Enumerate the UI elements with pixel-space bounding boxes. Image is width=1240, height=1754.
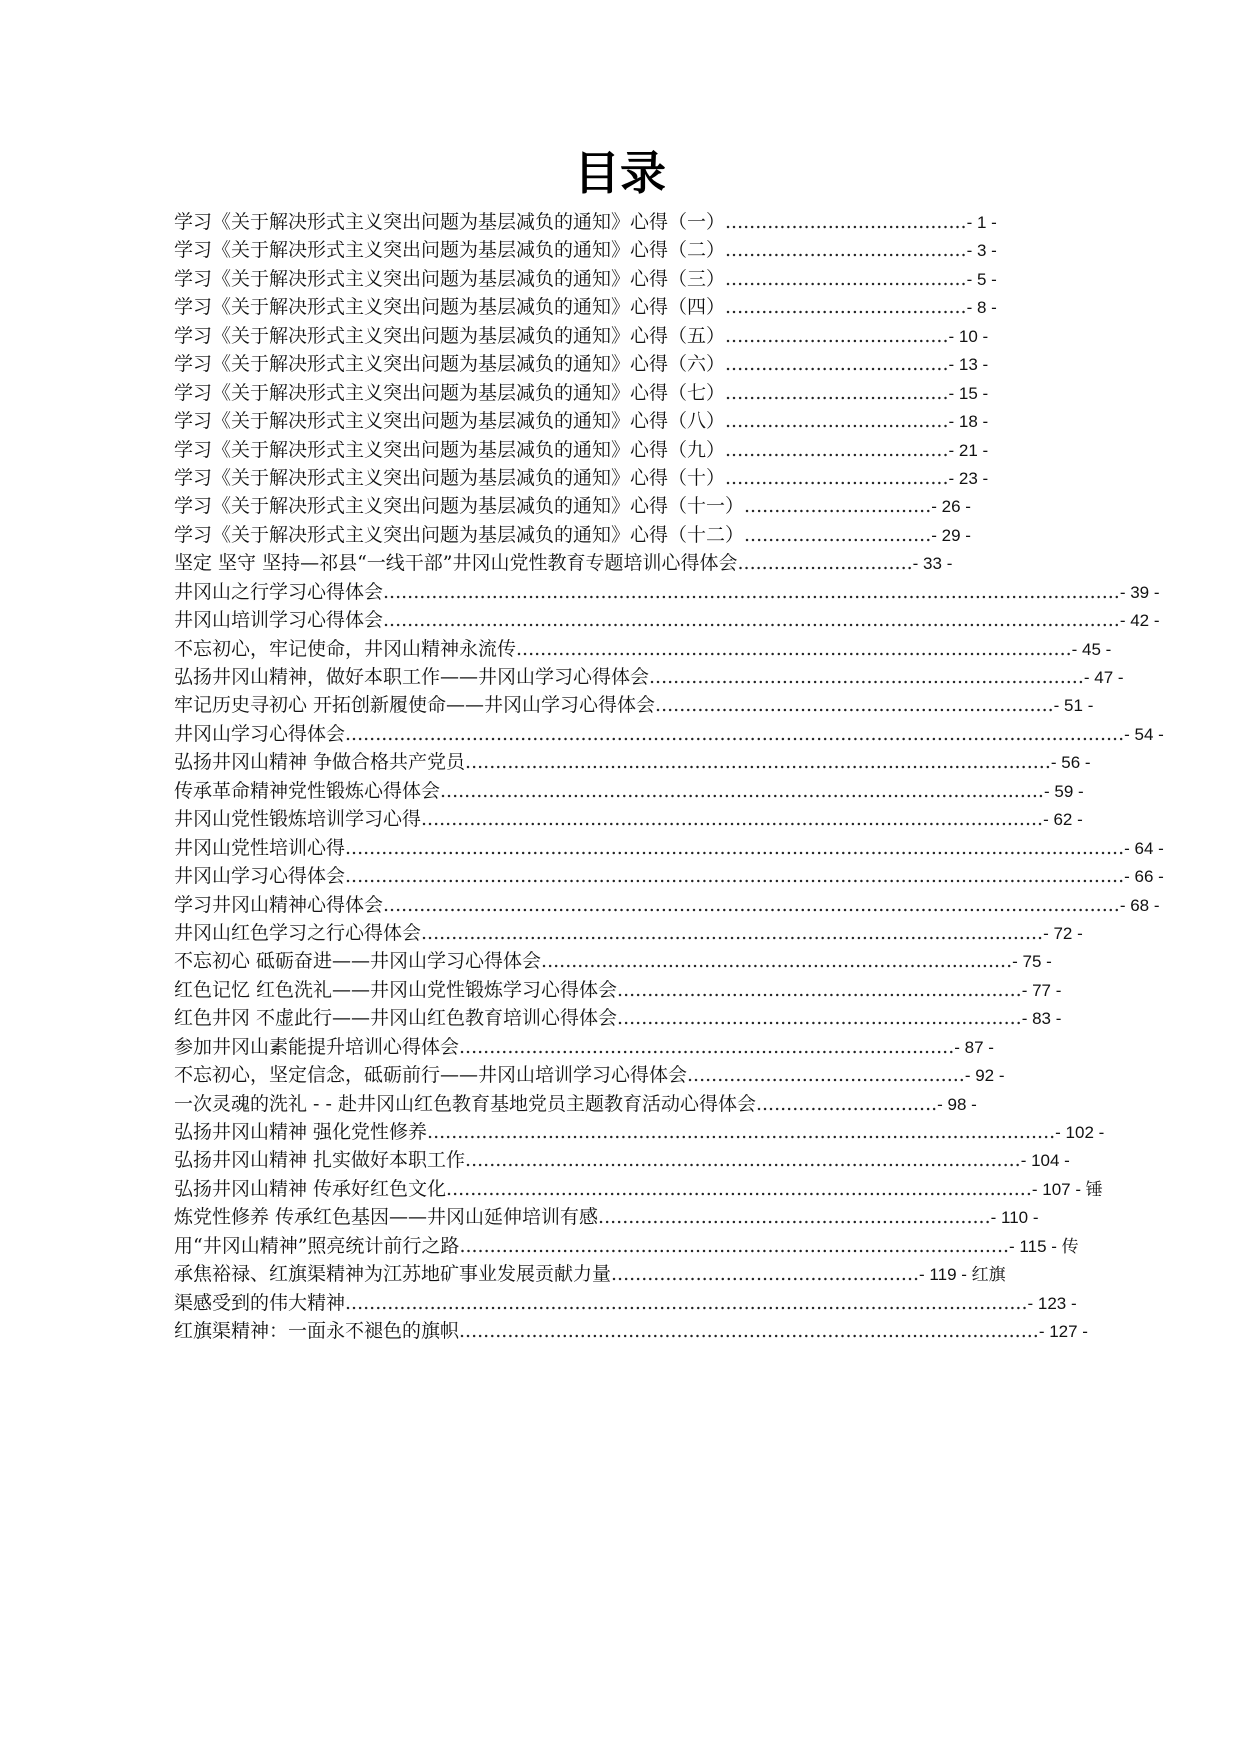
toc-entry[interactable] (174, 549, 1074, 577)
toc-entry-title: 学习《关于解决形式主义突出问题为基层减负的通知》心得（八） (174, 410, 726, 433)
toc-entry[interactable] (174, 265, 1074, 293)
toc-entry[interactable] (174, 891, 1160, 919)
toc-entry[interactable] (174, 834, 1164, 862)
toc-leader-dots: ............................. (737, 552, 913, 575)
toc-leader-dots: ....................................................................................................... (421, 808, 1044, 831)
toc-leader-dots: ................................................................................................. (465, 751, 1051, 774)
toc-entry-title: 弘扬井冈山精神 争做合格共产党员 (174, 751, 466, 774)
toc-entry-title: 学习《关于解决形式主义突出问题为基层减负的通知》心得（九） (174, 438, 726, 461)
toc-page-number: - 39 - (1119, 582, 1160, 602)
toc-entry-title: 学习《关于解决形式主义突出问题为基层减负的通知》心得（三） (174, 267, 726, 290)
toc-page-number: - 110 - (990, 1208, 1039, 1228)
toc-entry[interactable] (174, 1033, 1074, 1061)
toc-leader-dots: ..................................... (725, 438, 949, 461)
toc-page-number: - 15 - (948, 383, 989, 403)
toc-entry[interactable] (174, 379, 1074, 407)
toc-page-number: - 3 - (966, 241, 997, 261)
toc-page-number: - 102 - (1055, 1123, 1105, 1142)
toc-entry-title: 红色井冈 不虚此行——井冈山红色教育培训心得体会 (174, 1007, 618, 1030)
toc-entry[interactable] (174, 1118, 1105, 1146)
toc-page-number: - 59 - (1043, 781, 1084, 801)
toc-leader-dots: ................................................................................................................................. (345, 722, 1125, 745)
toc-entry-title: 炼党性修养 传承红色基因——井冈山延伸培训有感 (174, 1206, 599, 1229)
toc-entry[interactable] (174, 208, 1074, 236)
toc-page-number: - 56 - (1050, 753, 1091, 773)
toc-entry-title: 学习《关于解决形式主义突出问题为基层减负的通知》心得（十二） (174, 523, 745, 546)
toc-entry-title: 学习《关于解决形式主义突出问题为基层减负的通知》心得（十） (174, 466, 726, 489)
toc-entry[interactable] (174, 635, 1112, 663)
toc-entry[interactable] (174, 976, 1074, 1004)
toc-page-number: - 47 - (1083, 668, 1124, 687)
toc-entry[interactable] (174, 492, 1074, 520)
toc-leader-dots: .......................................................................................................................... (383, 893, 1120, 916)
toc-leader-dots: ..................................... (725, 410, 949, 433)
toc-entry-title: 井冈山培训学习心得体会 (174, 609, 384, 632)
toc-page-number: - 23 - (948, 468, 989, 488)
toc-entry-title: 传承革命精神党性锻炼心得体会 (174, 779, 441, 802)
toc-leader-dots: .............................. (755, 1092, 938, 1115)
toc-leader-dots: .......................................................................................................................... (383, 609, 1120, 632)
toc-entry[interactable] (174, 521, 1074, 549)
toc-entry[interactable] (174, 606, 1160, 634)
toc-leader-dots: ........................................................................................................ (427, 1121, 1056, 1143)
toc-entry[interactable] (174, 1289, 1077, 1317)
table-of-contents (174, 208, 1164, 1346)
toc-entry-title: 牢记历史寻初心 开拓创新履使命——井冈山学习心得体会 (174, 694, 656, 717)
toc-page-number: - 29 - (931, 525, 971, 545)
toc-leader-dots: .................................................................................. (459, 1035, 955, 1058)
toc-entry-title: 渠感受到的伟大精神 (174, 1291, 346, 1314)
toc-entry[interactable] (174, 919, 1083, 947)
toc-leader-dots: ................................................................... (617, 1007, 1022, 1030)
toc-entry-title: 学习《关于解决形式主义突出问题为基层减负的通知》心得（四） (174, 296, 726, 319)
toc-leader-dots: ................................................... (611, 1263, 920, 1286)
toc-entry-title: 坚定 坚守 坚持—祁县“一线干部”井冈山党性教育专题培训心得体会 (174, 552, 738, 575)
toc-entry-title: 学习《关于解决形式主义突出问题为基层减负的通知》心得（十一） (174, 495, 745, 518)
toc-page-number: - 54 - (1124, 724, 1164, 744)
toc-page-number: - 87 - (954, 1037, 994, 1057)
toc-leader-dots: ........................................ (725, 296, 967, 319)
toc-entry[interactable] (174, 805, 1083, 833)
toc-page-number: - 98 - (937, 1094, 977, 1114)
toc-leader-dots: ..................................... (725, 353, 949, 376)
toc-leader-dots: ................................................................................................................................. (345, 865, 1125, 888)
toc-entry[interactable] (174, 1146, 1074, 1174)
toc-leader-dots: ..................................... (725, 466, 949, 489)
toc-entry-title: 弘扬井冈山精神 强化党性修养 (174, 1121, 428, 1143)
toc-page-number: - 104 - (1020, 1151, 1070, 1171)
toc-entry[interactable] (174, 663, 1124, 691)
toc-entry[interactable] (174, 293, 1074, 321)
toc-leader-dots: .................................................................. (655, 694, 1054, 717)
toc-leader-dots: ................................................................................................................................. (345, 836, 1125, 859)
toc-page-number: - 1 - (966, 213, 997, 232)
toc-entry[interactable] (174, 777, 1084, 805)
toc-leader-dots: .............................................. (687, 1064, 965, 1087)
toc-entry[interactable] (174, 947, 1074, 975)
toc-entry[interactable] (174, 1175, 1103, 1203)
toc-entry-title: 井冈山学习心得体会 (174, 722, 346, 745)
toc-page-number: - 127 - (1038, 1322, 1088, 1342)
toc-page-number: - 123 - (1027, 1293, 1077, 1313)
toc-leader-dots: ..................................... (725, 324, 949, 347)
toc-leader-dots: ............................................................................................ (465, 1149, 1021, 1172)
toc-entry[interactable] (174, 350, 1074, 378)
toc-leader-dots: ....................................................................................................... (421, 921, 1044, 944)
toc-leader-dots: .................................................................................................... (440, 779, 1044, 802)
toc-entry[interactable] (174, 1203, 1074, 1231)
toc-entry[interactable] (174, 407, 1074, 435)
toc-entry-title: 红旗渠精神：一面永不褪色的旗帜 (174, 1320, 460, 1343)
toc-leader-dots: ................................................................................................................. (345, 1291, 1028, 1314)
toc-entry-title: 井冈山学习心得体会 (174, 865, 346, 888)
toc-page-number: - 68 - (1119, 895, 1160, 915)
toc-entry-title: 弘扬井冈山精神，做好本职工作——井冈山学习心得体会 (174, 666, 650, 688)
page-title: 目录 (574, 146, 666, 200)
toc-leader-dots: ............................... (744, 495, 932, 518)
toc-page-number: - 10 - (948, 326, 989, 346)
toc-page-number: - 75 - (1012, 952, 1052, 972)
toc-leader-dots: ..................................... (725, 381, 949, 404)
toc-leader-dots: ................................................................................................ (459, 1320, 1039, 1343)
toc-page-number: - 62 - (1043, 810, 1083, 830)
toc-page-number: - 107 - 锤 (1031, 1179, 1103, 1199)
toc-entry-title: 用“井冈山精神”照亮统计前行之路 (174, 1234, 460, 1257)
toc-entry-title: 学习《关于解决形式主义突出问题为基层减负的通知》心得（五） (174, 324, 726, 347)
toc-page-number: - 64 - (1124, 838, 1164, 858)
toc-leader-dots: ........................................ (725, 239, 967, 262)
toc-entry[interactable] (174, 322, 1074, 350)
toc-page-number: - 119 - 红旗 (919, 1265, 1006, 1285)
toc-entry-title: 学习《关于解决形式主义突出问题为基层减负的通知》心得（一） (174, 211, 726, 233)
toc-page-number: - 13 - (948, 355, 989, 375)
toc-entry-title: 学习《关于解决形式主义突出问题为基层减负的通知》心得（六） (174, 353, 726, 376)
toc-entry[interactable] (174, 1232, 1079, 1260)
toc-leader-dots: ........................................................................ (649, 666, 1084, 688)
toc-entry[interactable] (174, 1004, 1074, 1032)
toc-entry[interactable] (174, 1090, 1074, 1118)
toc-page-number: - 8 - (966, 298, 997, 318)
toc-page-number: - 77 - (1021, 980, 1062, 1000)
toc-page-number: - 115 - 传 (1009, 1236, 1079, 1256)
toc-leader-dots: ........................................ (725, 211, 967, 233)
toc-entry[interactable] (174, 464, 1074, 492)
toc-entry[interactable] (174, 1260, 1074, 1288)
toc-page-number: - 51 - (1053, 696, 1094, 716)
toc-entry-title: 弘扬井冈山精神 传承好红色文化 (174, 1177, 447, 1200)
toc-entry-title: 承焦裕禄、红旗渠精神为江苏地矿事业发展贡献力量 (174, 1263, 612, 1286)
toc-page-number: - 45 - (1071, 639, 1112, 659)
toc-entry[interactable] (174, 748, 1091, 776)
toc-leader-dots: ........................................ (725, 267, 967, 290)
toc-page-number: - 72 - (1043, 923, 1083, 943)
toc-entry-title: 井冈山党性锻炼培训学习心得 (174, 808, 422, 831)
toc-leader-dots: ................................................................................................. (446, 1177, 1032, 1200)
toc-leader-dots: .......................................................................................................................... (383, 580, 1120, 603)
toc-page-number: - 42 - (1119, 611, 1160, 631)
toc-page-number: - 33 - (912, 554, 953, 574)
toc-entry-title: 井冈山红色学习之行心得体会 (174, 921, 422, 944)
toc-page-number: - 18 - (948, 412, 989, 432)
toc-entry[interactable] (174, 236, 1074, 264)
toc-page-number: - 66 - (1124, 867, 1164, 887)
toc-entry-title: 不忘初心，牢记使命，井冈山精神永流传 (174, 637, 517, 660)
toc-entry-title: 学习井冈山精神心得体会 (174, 893, 384, 916)
toc-entry[interactable] (174, 436, 1074, 464)
toc-leader-dots: .............................................................................. (541, 950, 1013, 973)
toc-page-number: - 21 - (948, 440, 989, 460)
toc-leader-dots: ............................... (744, 523, 932, 546)
toc-entry-title: 弘扬井冈山精神 扎实做好本职工作 (174, 1149, 466, 1172)
toc-entry-title: 一次灵魂的洗礼 - - 赴井冈山红色教育基地党员主题教育活动心得体会 (174, 1092, 756, 1115)
toc-entry[interactable] (174, 1317, 1088, 1345)
toc-page-number: - 92 - (964, 1066, 1005, 1086)
toc-entry[interactable] (174, 691, 1094, 719)
toc-entry-title: 不忘初心 砥砺奋进——井冈山学习心得体会 (174, 950, 542, 973)
toc-leader-dots: ................................................................... (617, 978, 1022, 1001)
toc-entry[interactable] (174, 720, 1164, 748)
toc-leader-dots: ............................................................................................ (516, 637, 1072, 660)
toc-page-number: - 5 - (966, 269, 997, 289)
toc-page-number: - 83 - (1021, 1009, 1062, 1029)
toc-entry-title: 参加井冈山素能提升培训心得体会 (174, 1035, 460, 1058)
toc-entry-title: 不忘初心，坚定信念，砥砺前行——井冈山培训学习心得体会 (174, 1064, 688, 1087)
toc-entry-title: 学习《关于解决形式主义突出问题为基层减负的通知》心得（二） (174, 239, 726, 262)
toc-page-number: - 26 - (931, 497, 971, 517)
toc-entry-title: 井冈山之行学习心得体会 (174, 580, 384, 603)
toc-entry-title: 学习《关于解决形式主义突出问题为基层减负的通知》心得（七） (174, 381, 726, 404)
toc-leader-dots: ........................................................................................... (459, 1234, 1010, 1257)
toc-entry[interactable] (174, 578, 1160, 606)
toc-entry-title: 红色记忆 红色洗礼——井冈山党性锻炼学习心得体会 (174, 978, 618, 1001)
toc-entry[interactable] (174, 862, 1164, 890)
toc-entry[interactable] (174, 1061, 1074, 1089)
toc-entry-title: 井冈山党性培训心得 (174, 836, 346, 859)
toc-leader-dots: ................................................................. (598, 1206, 991, 1229)
